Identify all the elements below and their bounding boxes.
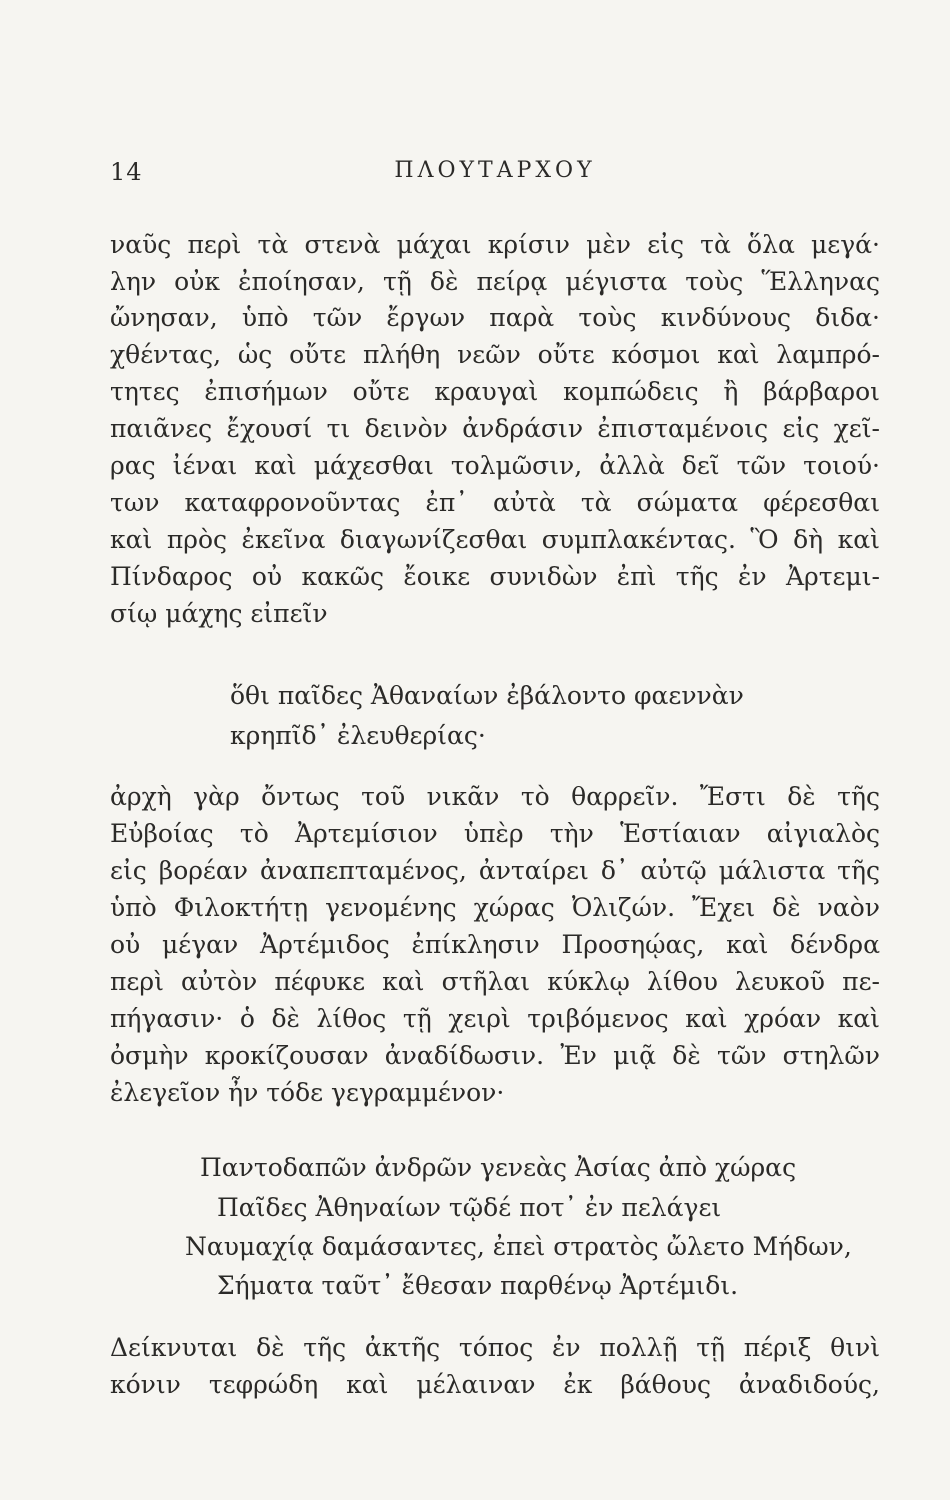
page-number: 14 xyxy=(110,158,143,186)
text-line: Εὐβοίας τὸ Ἀρτεμίσιον ὑπὲρ τὴν Ἑστίαιαν αἰγιαλὸς xyxy=(110,819,880,848)
text-line: λην οὐκ ἐποίησαν, τῇ δὲ πείρᾳ μέγιστα τοὺς Ἕλληνας xyxy=(110,267,880,296)
text-line: χθέντας, ὡς οὔτε πλήθη νεῶν οὔτε κόσμοι καὶ λαμπρό- xyxy=(110,340,880,369)
quote-line: κρηπῖδ᾽ ἐλευθερίας· xyxy=(230,721,486,750)
epigram-line: Σήματα ταῦτ᾽ ἔθεσαν παρθένῳ Ἀρτέμιδι. xyxy=(217,1271,739,1300)
text-line: Δείκνυται δὲ τῆς ἀκτῆς τόπος ἐν πολλῇ τῇ πέριξ θινὶ xyxy=(110,1333,880,1362)
text-line: κόνιν τεφρώδη καὶ μέλαιναν ἐκ βάθους ἀναδιδούς, xyxy=(110,1370,880,1399)
text-line: ἐλεγεῖον ἦν τόδε γεγραμμένον· xyxy=(110,1078,505,1107)
page-header xyxy=(110,158,880,188)
text-line: σίῳ μάχης εἰπεῖν xyxy=(110,599,328,628)
epigram-line: Ναυμαχίᾳ δαμάσαντες, ἐπεὶ στρατὸς ὤλετο Μήδων, xyxy=(185,1232,852,1261)
quote-line: ὅθι παῖδες Ἀθαναίων ἐβάλοντο φαεννὰν xyxy=(230,681,744,710)
text-line: ὀσμὴν κροκίζουσαν ἀναδίδωσιν. Ἐν μιᾷ δὲ τῶν στηλῶν xyxy=(110,1041,880,1070)
text-line: τητες ἐπισήμων οὔτε κραυγαὶ κομπώδεις ἢ βάρβαροι xyxy=(110,377,880,406)
text-line: ὑπὸ Φιλοκτήτῃ γενομένης χώρας Ὀλιζών. Ἔχει δὲ ναὸν xyxy=(110,893,880,922)
text-line: εἰς βορέαν ἀναπεπταμένος, ἀνταίρει δ᾽ αὐτῷ μάλιστα τῆς xyxy=(110,856,880,885)
text-line: πήγασιν· ὁ δὲ λίθος τῇ χειρὶ τριβόμενος καὶ χρόαν καὶ xyxy=(110,1004,880,1033)
epigram-line: Παῖδες Ἀθηναίων τῷδέ ποτ᾽ ἐν πελάγει xyxy=(217,1193,722,1222)
text-line: ρας ἰέναι καὶ μάχεσθαι τολμῶσιν, ἀλλὰ δεῖ τῶν τοιού· xyxy=(110,451,880,480)
text-line: ὤνησαν, ὑπὸ τῶν ἔργων παρὰ τοὺς κινδύνους διδα· xyxy=(110,303,880,332)
text-line: των καταφρονοῦντας ἐπ᾽ αὐτὰ τὰ σώματα φέρεσθαι xyxy=(110,488,880,517)
text-line: ναῦς περὶ τὰ στενὰ μάχαι κρίσιν μὲν εἰς τὰ ὅλα μεγά· xyxy=(110,230,880,259)
running-title: ΠΛΟΥΤΑΡΧΟΥ xyxy=(394,158,596,183)
text-line: καὶ πρὸς ἐκεῖνα διαγωνίζεσθαι συμπλακέντας. Ὃ δὴ καὶ xyxy=(110,525,880,554)
text-line: παιᾶνες ἔχουσί τι δεινὸν ἀνδράσιν ἐπισταμένοις εἰς χεῖ- xyxy=(110,414,880,443)
text-line: ἀρχὴ γὰρ ὄντως τοῦ νικᾶν τὸ θαρρεῖν. Ἔστι δὲ τῆς xyxy=(110,782,880,811)
text-line: περὶ αὐτὸν πέφυκε καὶ στῆλαι κύκλῳ λίθου λευκοῦ πε- xyxy=(110,967,880,996)
text-line: οὐ μέγαν Ἀρτέμιδος ἐπίκλησιν Προσηῴας, καὶ δένδρα xyxy=(110,930,880,959)
text-line: Πίνδαρος οὐ κακῶς ἔοικε συνιδὼν ἐπὶ τῆς ἐν Ἀρτεμι- xyxy=(110,562,880,591)
epigram-line: Παντοδαπῶν ἀνδρῶν γενεὰς Ἀσίας ἀπὸ χώρας xyxy=(200,1153,797,1182)
